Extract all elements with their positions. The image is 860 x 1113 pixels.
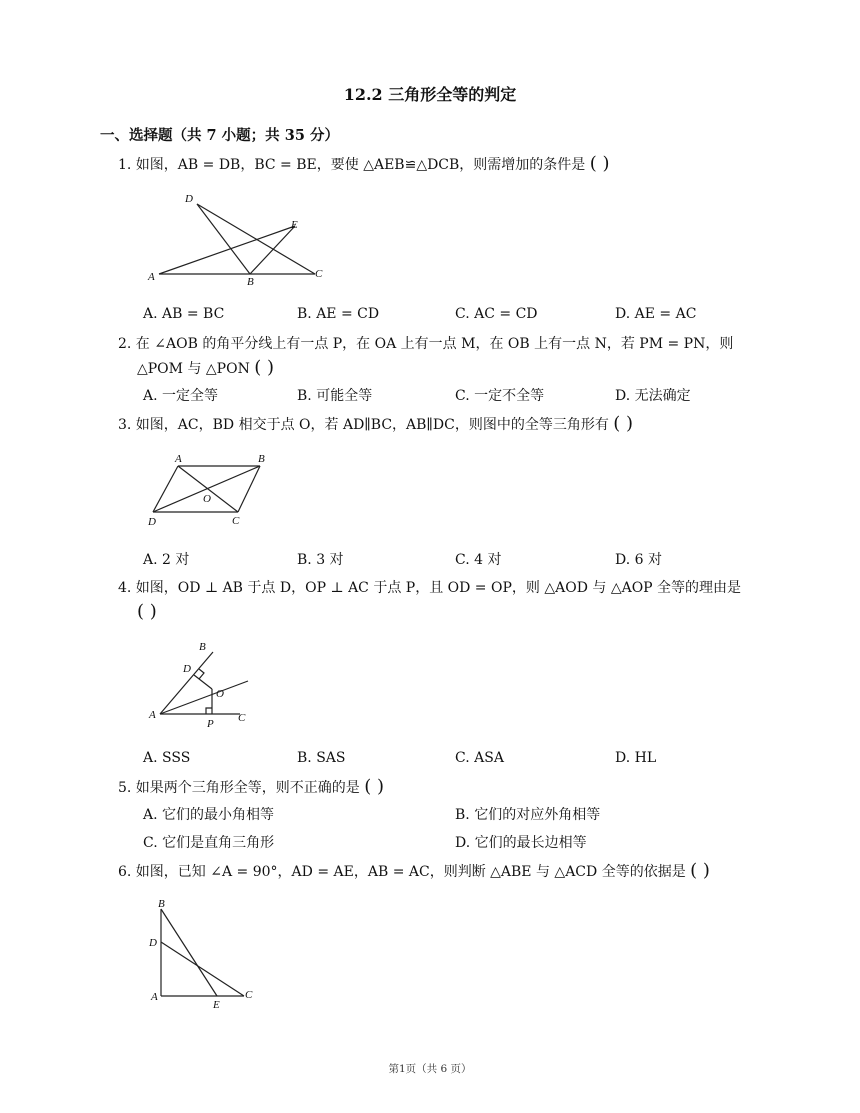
q5-option-b[interactable]: B. 它们的对应外角相等 <box>455 807 601 823</box>
segment-do <box>194 675 212 689</box>
q1-option-d[interactable]: D. AE = AC <box>615 306 697 322</box>
q5-option-c[interactable]: C. 它们是直角三角形 <box>143 835 275 851</box>
q5-option-a[interactable]: A. 它们的最小角相等 <box>143 807 275 823</box>
figure-1 <box>140 188 340 288</box>
figure-4-label: C <box>238 712 246 724</box>
question-4-line2 <box>137 602 157 623</box>
question-6-blank: ( ) <box>690 860 710 881</box>
figure-1-label: E <box>291 219 298 231</box>
question-2-text-cont: △POM 与 △PON <box>137 361 250 377</box>
q5-option-d[interactable]: D. 它们的最长边相等 <box>455 835 587 851</box>
segment-be <box>161 909 217 996</box>
figure-4-label: O <box>216 688 224 700</box>
figure-6-label: E <box>213 999 220 1011</box>
figure-6-label: A <box>151 991 158 1003</box>
figure-1-label: B <box>247 276 254 288</box>
q3-option-a[interactable]: A. 2 对 <box>143 552 190 568</box>
q1-option-b[interactable]: B. AE = CD <box>297 306 380 322</box>
figure-3 <box>140 448 280 533</box>
q4-option-c[interactable]: C. ASA <box>455 750 504 766</box>
segment-db <box>153 466 260 512</box>
question-4 <box>118 578 741 598</box>
question-3 <box>118 414 633 435</box>
q3-option-d[interactable]: D. 6 对 <box>615 552 662 568</box>
figure-4 <box>140 638 270 733</box>
figure-1-label: D <box>185 193 193 205</box>
segment-dc <box>197 204 315 274</box>
q2-option-a[interactable]: A. 一定全等 <box>143 388 219 404</box>
segment-cb <box>238 466 260 512</box>
q4-option-a[interactable]: A. SSS <box>143 750 191 766</box>
q2-option-d[interactable]: D. 无法确定 <box>615 388 691 404</box>
figure-6-label: B <box>158 898 165 910</box>
question-1-text: 1. 如图，AB = DB，BC = BE，要使 △AEB≌△DCB，则需增加的条件是 <box>118 157 586 173</box>
figure-6-label: C <box>245 989 253 1001</box>
figure-4-label: D <box>183 663 191 675</box>
q2-option-c[interactable]: C. 一定不全等 <box>455 388 545 404</box>
question-5 <box>118 777 384 798</box>
page-title: 12.2 三角形全等的判定 <box>343 85 517 104</box>
page-footer: 第1页（共 6 页） <box>388 1063 472 1075</box>
figure-6 <box>140 895 270 1015</box>
q4-option-d[interactable]: D. HL <box>615 750 657 766</box>
question-2 <box>118 334 733 354</box>
segment-db <box>197 204 250 274</box>
q3-option-b[interactable]: B. 3 对 <box>297 552 344 568</box>
question-3-text: 3. 如图，AC，BD 相交于点 O，若 AD∥BC，AB∥DC，则图中的全等三角形有 <box>118 417 609 433</box>
q4-option-b[interactable]: B. SAS <box>297 750 346 766</box>
q1-option-c[interactable]: C. AC = CD <box>455 306 538 322</box>
segment-be <box>250 226 295 274</box>
section-heading: 一、选择题（共 7 小题；共 35 分） <box>100 127 339 144</box>
figure-3-label: C <box>232 515 240 527</box>
figure-4-label: B <box>199 641 206 653</box>
figure-1-label: C <box>315 268 323 280</box>
question-6 <box>118 861 710 882</box>
question-4-blank: ( ) <box>137 601 157 622</box>
question-1-blank: ( ) <box>589 153 610 174</box>
q3-option-c[interactable]: C. 4 对 <box>455 552 502 568</box>
figure-4-label: P <box>207 718 214 730</box>
ray-ao <box>160 681 248 714</box>
question-5-blank: ( ) <box>364 776 385 797</box>
question-2-blank: ( ) <box>254 357 275 378</box>
right-angle-p <box>206 708 212 714</box>
figure-3-label: D <box>148 516 156 528</box>
q2-option-b[interactable]: B. 可能全等 <box>297 388 373 404</box>
figure-1-label: A <box>148 271 155 283</box>
segment-dc <box>161 942 244 996</box>
question-4-text: 4. 如图，OD ⊥ AB 于点 D，OP ⊥ AC 于点 P，且 OD = OP，则 △AOD 与 △AOP 全等的理由是 <box>118 580 742 596</box>
question-5-text: 5. 如果两个三角形全等，则不正确的是 <box>118 780 360 796</box>
q1-option-a[interactable]: A. AB = BC <box>143 306 225 322</box>
question-1 <box>118 154 610 175</box>
question-2-line2 <box>137 358 274 379</box>
segment-ad <box>153 466 178 512</box>
figure-3-label: O <box>203 493 211 505</box>
right-angle-d <box>199 669 204 679</box>
question-6-text: 6. 如图，已知 ∠A = 90°，AD = AE，AB = AC，则判断 △ABE 与 △ACD 全等的依据是 <box>118 864 686 880</box>
figure-3-label: A <box>175 453 182 465</box>
figure-4-label: A <box>149 709 156 721</box>
figure-3-label: B <box>258 453 265 465</box>
figure-6-label: D <box>149 937 157 949</box>
question-2-text: 2. 在 ∠AOB 的角平分线上有一点 P，在 OA 上有一点 M，在 OB 上有一点 N，若 PM = PN，则 <box>118 336 734 352</box>
question-3-blank: ( ) <box>613 413 634 434</box>
